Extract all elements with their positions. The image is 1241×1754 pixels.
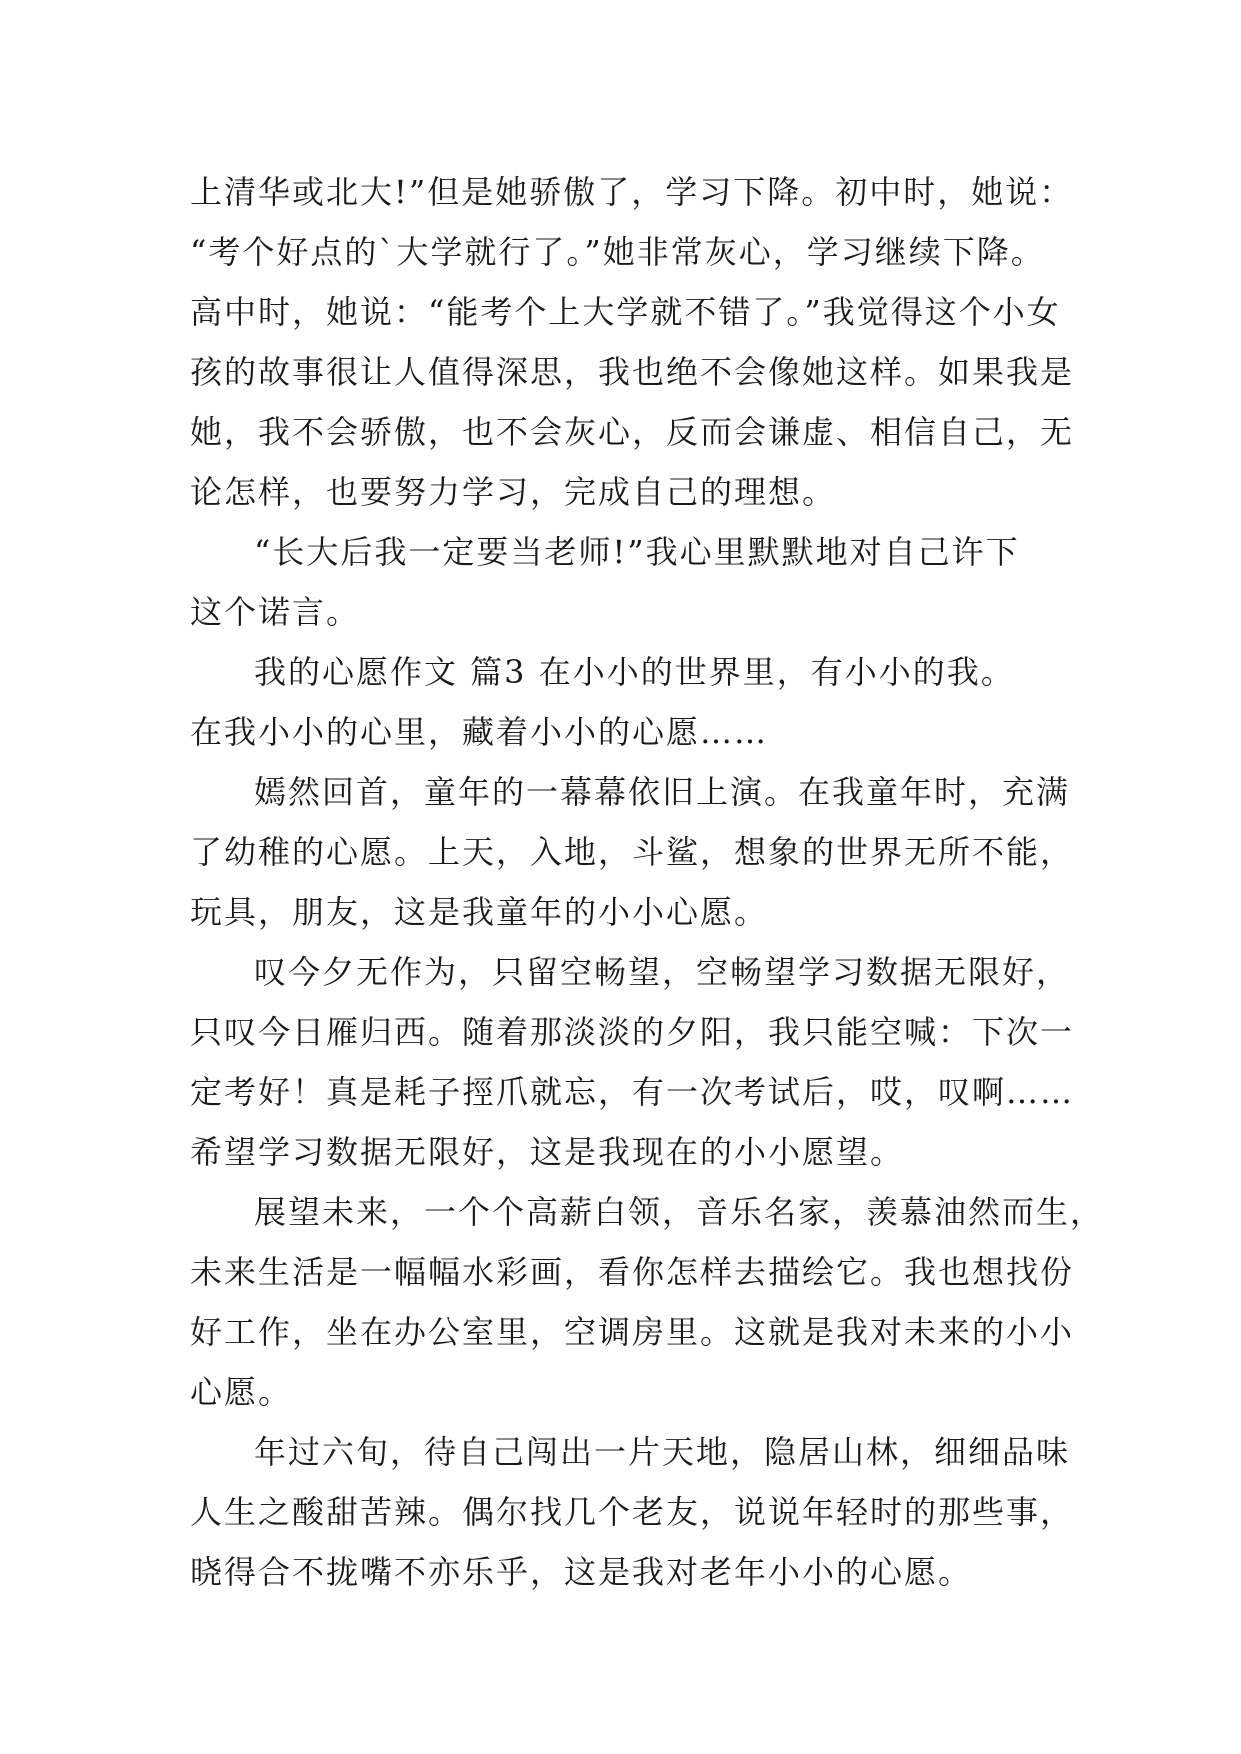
- paragraph-start-line: 嫣然回首，童年的一幕幕依旧上演。在我童年时，充满: [254, 773, 1071, 811]
- text-line: 在我小小的心里，藏着小小的心愿……: [190, 713, 769, 751]
- text-line: 她，我不会骄傲，也不会灰心，反而会谦虚、相信自己，无: [190, 413, 1075, 451]
- text-line: 未来生活是一幅幅水彩画，看你怎样去描绘它。我也想找份: [190, 1253, 1075, 1291]
- text-line: 高中时，她说：“能考个上大学就不错了。”我觉得这个小女: [190, 293, 1061, 331]
- paragraph-start-line: “长大后我一定要当老师!”我心里默默地对自己许下: [254, 533, 1020, 571]
- text-line: 好工作，坐在办公室里，空调房里。这就是我对未来的小小: [190, 1313, 1075, 1351]
- text-line: 只叹今日雁归西。随着那淡淡的夕阳，我只能空喊：下次一: [190, 1013, 1075, 1051]
- paragraph-start-line: 叹今夕无作为，只留空畅望，空畅望学习数据无限好，: [254, 953, 1071, 991]
- text-line: 玩具，朋友，这是我童年的小小心愿。: [190, 893, 769, 931]
- text-line: 这个诺言。: [190, 593, 361, 631]
- text-line: 心愿。: [190, 1373, 293, 1411]
- text-line: 人生之酸甜苦辣。偶尔找几个老友，说说年轻时的那些事，: [190, 1493, 1075, 1531]
- section-heading-line: 我的心愿作文 篇3 在小小的世界里，有小小的我。: [254, 653, 1015, 691]
- text-line: 上清华或北大!”但是她骄傲了，学习下降。初中时，她说：: [190, 173, 1074, 211]
- essay-body: [190, 162, 1105, 1602]
- text-line: 晓得合不拢嘴不亦乐乎，这是我对老年小小的心愿。: [190, 1553, 973, 1591]
- text-line: “考个好点的`大学就行了。”她非常灰心，学习继续下降。: [190, 233, 1045, 271]
- text-line: 论怎样，也要努力学习，完成自己的理想。: [190, 473, 837, 511]
- paragraph-start-line: 年过六旬，待自己闯出一片天地，隐居山林，细细品味: [254, 1433, 1071, 1471]
- text-line: 定考好！真是耗子挳爪就忘，有一次考试后，哎，叹啊……: [190, 1073, 1075, 1111]
- paragraph-start-line: 展望未来，一个个高薪白领，音乐名家，羡慕油然而生，: [254, 1193, 1105, 1231]
- text-line: 孩的故事很让人值得深思，我也绝不会像她这样。如果我是: [190, 353, 1075, 391]
- text-line: 了幼稚的心愿。上天，入地，斗鲨，想象的世界无所不能，: [190, 833, 1075, 871]
- text-line: 希望学习数据无限好，这是我现在的小小愿望。: [190, 1133, 905, 1171]
